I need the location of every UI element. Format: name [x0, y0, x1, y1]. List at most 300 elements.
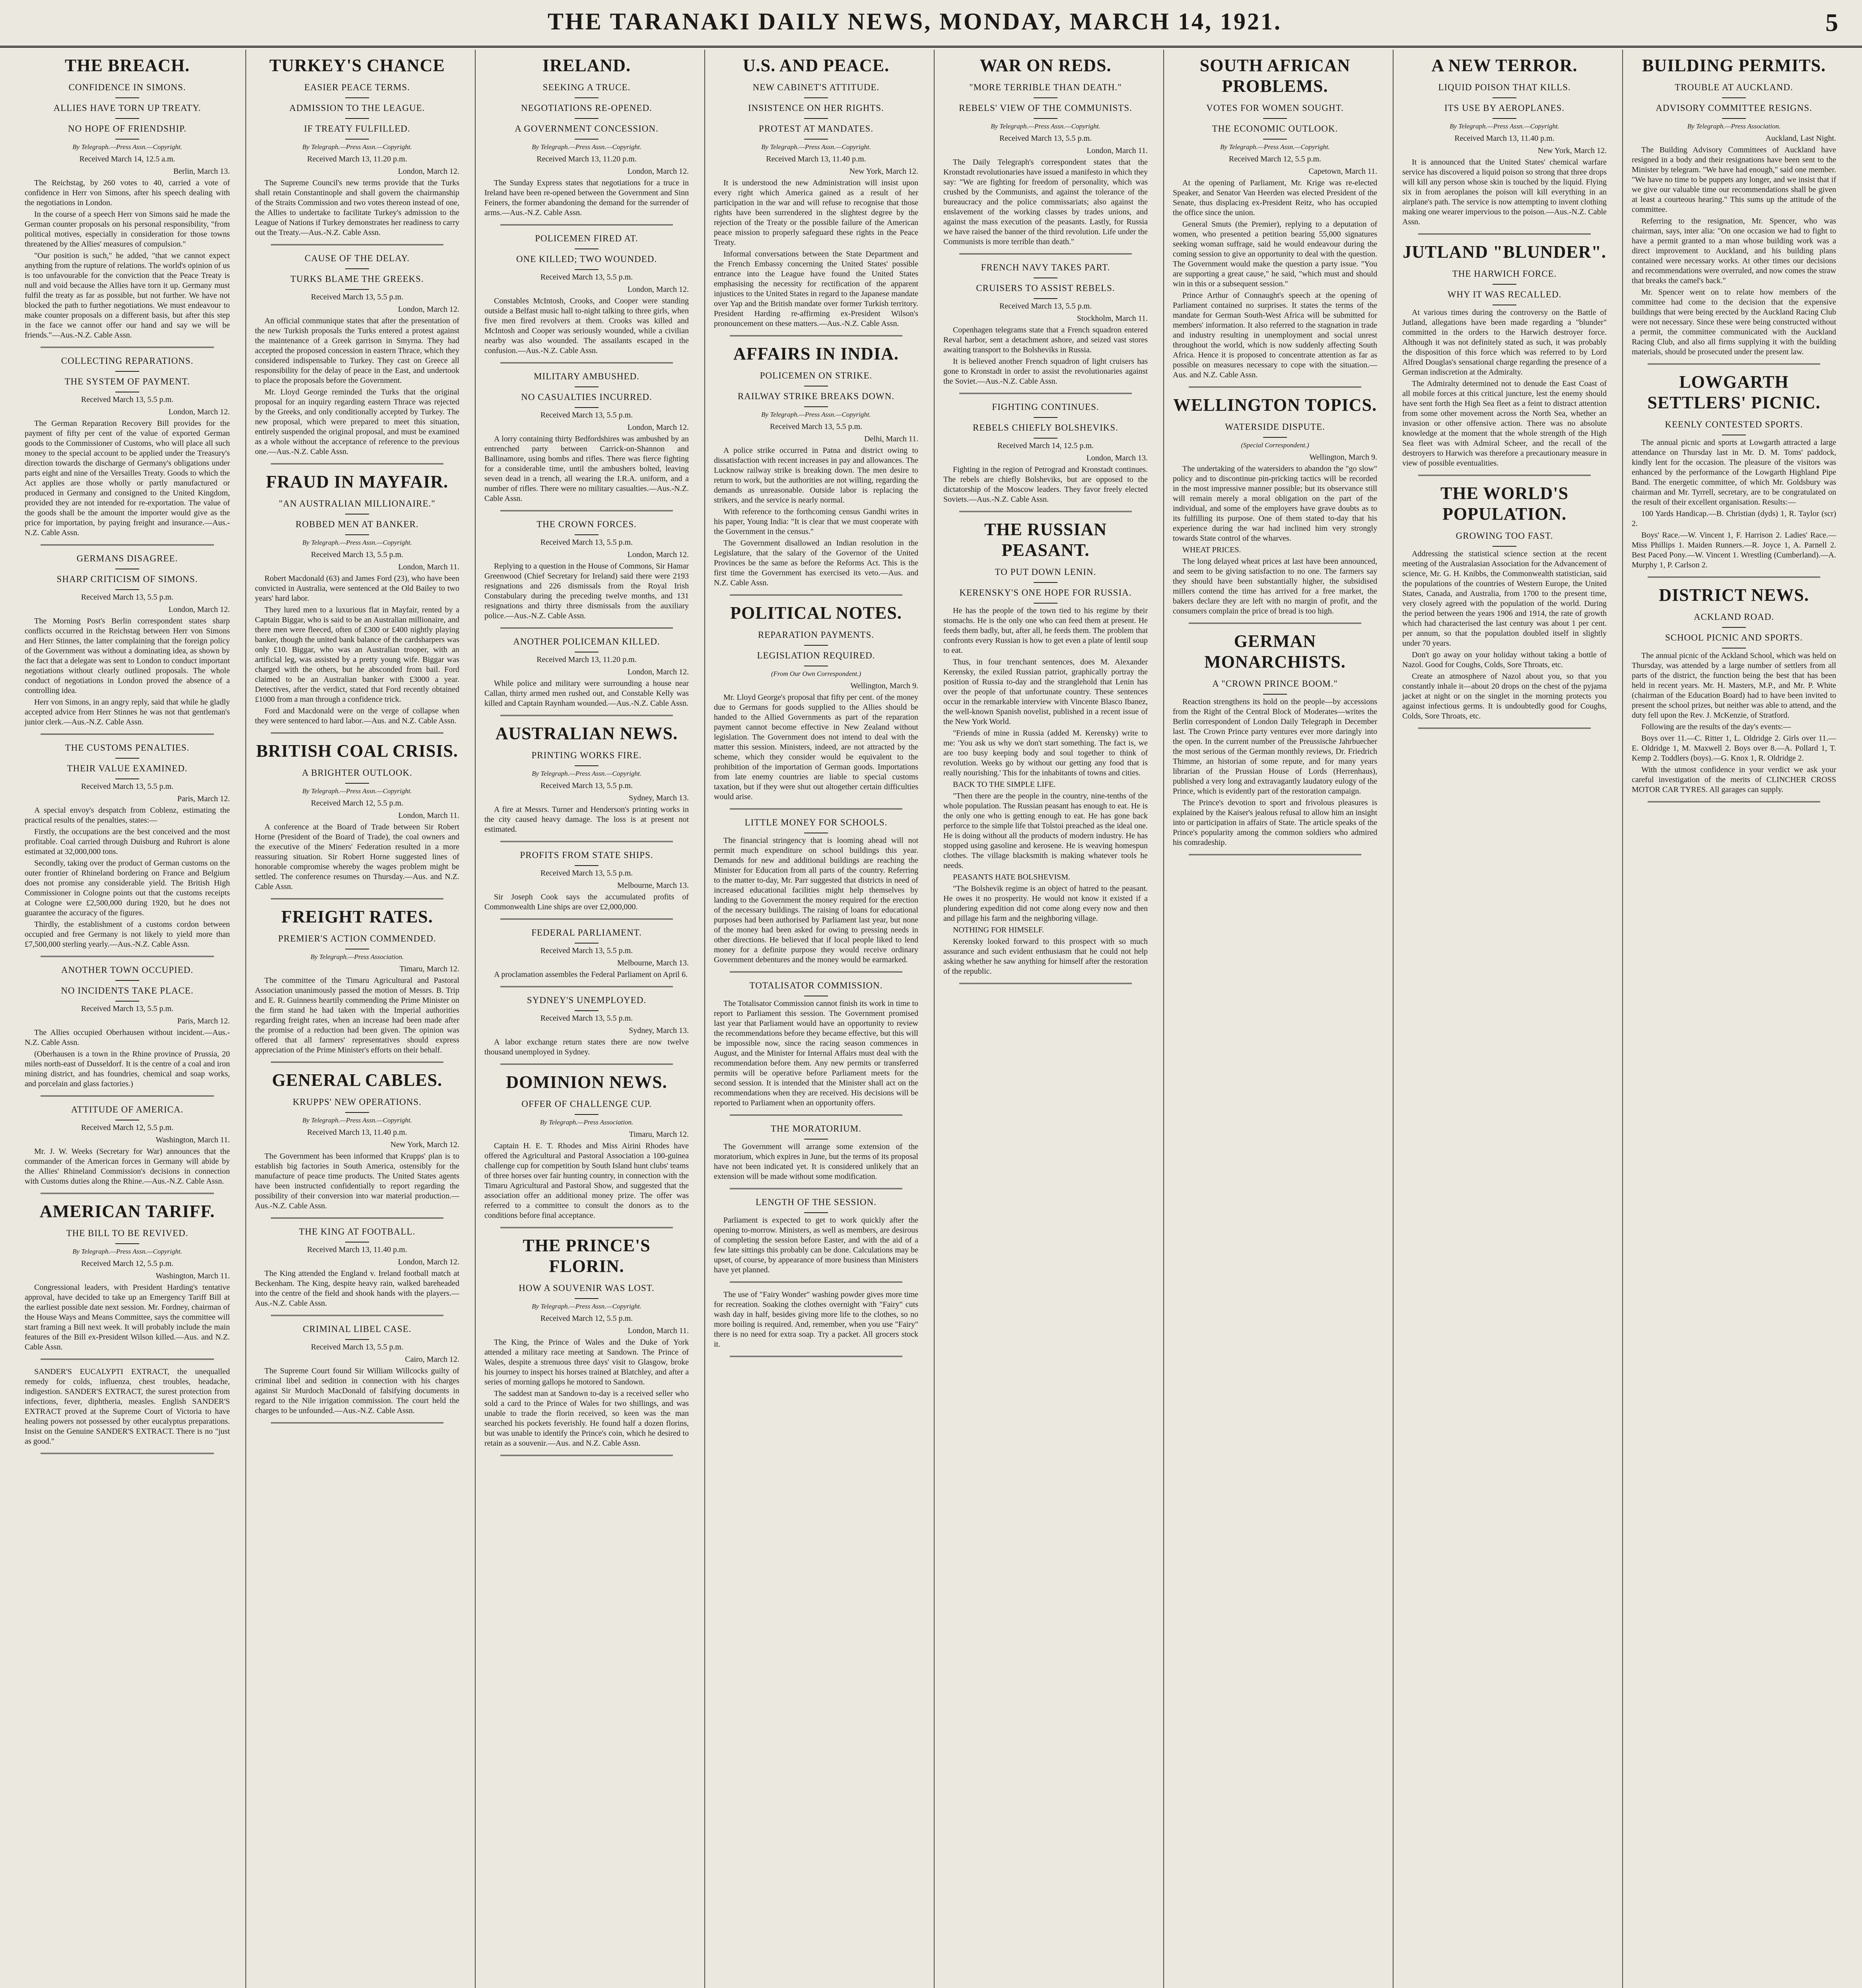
- divider-rule: [115, 1243, 139, 1244]
- article-end-rule: [271, 1217, 443, 1219]
- article-dateline: London, March 12.: [398, 1258, 459, 1266]
- article-subheading: PREMIER'S ACTION COMMENDED.: [278, 934, 436, 944]
- article-headline: POLITICAL NOTES.: [730, 603, 902, 623]
- article-end-rule: [271, 732, 443, 734]
- article: [255, 741, 459, 899]
- article-credit: By Telegraph.—Press Association.: [1687, 122, 1781, 130]
- column-5: [934, 50, 1156, 1988]
- divider-rule: [1034, 97, 1057, 98]
- divider-rule: [115, 589, 139, 590]
- article: [484, 927, 689, 987]
- article-subheading: SEEKING A TRUCE.: [542, 82, 631, 92]
- divider-rule: [115, 371, 139, 372]
- article-received: Received March 13, 11.40 p.m.: [1454, 134, 1555, 143]
- article: [1173, 395, 1377, 624]
- article-paragraph: Robert Macdonald (63) and James Ford (23), who have been convicted in Australia, were sentenced at the Old Bailey to two years' hard labor.: [255, 574, 459, 603]
- article-paragraph: Addressing the statistical science section at the recent meeting of the Australasian Association for the Advancement of science, Mr. G. H. Knibbs, the Commonwealth statistician, said the populations of the countries of Western Europe, the United States, Canada, and Australia, from 1700 to the present time, very closely agreed with the population of the world. During the period between the years 1906 and 1914, the rate of growth which had characterised the last century was about 1 per cent. per annum, so that the population doubled itself in slightly under 70 years.: [1402, 549, 1607, 648]
- article-subheading: CRUISERS TO ASSIST REBELS.: [976, 283, 1115, 293]
- article-paragraph: They lured men to a luxurious flat in Mayfair, rented by a Captain Biggar, who is said to be an Australian millionaire, and there men were fleeced, often of £300 or £400 nightly playing banker, though the united bank balance of the cardsharpers was only £10. Biggar, who was an Australian trooper, with an artificial leg, was assisted by a pretty young wife. Biggar was charged with the others, but he absconded from bail. Ford claimed to be an Australian banker with £3000 a year. Detectives, after the verdict, stated that Ford recently obtained £1000 from a man through a confidence trick.: [255, 606, 459, 704]
- divider-rule: [804, 1212, 828, 1213]
- article-subheading: MILITARY AMBUSHED.: [534, 371, 639, 381]
- article-received: Received March 14, 12.5 p.m.: [997, 441, 1094, 450]
- article-received: Received March 13, 5.5 p.m.: [540, 411, 633, 419]
- article-received: Received March 13, 5.5 p.m.: [540, 781, 633, 790]
- divider-rule: [575, 118, 599, 119]
- article-end-rule: [1189, 623, 1361, 624]
- article-received: Received March 13, 11.40 p.m.: [307, 1245, 407, 1254]
- article-subheading: NO HOPE OF FRIENDSHIP.: [68, 124, 187, 134]
- article-paragraph: PEASANTS HATE BOLSHEVISM.: [953, 873, 1071, 881]
- article-paragraph: A police strike occurred in Patna and district owing to dissatisfaction with recent increases in pay and allowances. The Lucknow railway strike is breaking down. The men desire to return to work, but the authorities are not willing, regarding the demands as unreasonable. Outside labor is replacing the strikers, and the service is nearly normal.: [714, 446, 918, 505]
- article-paragraph: The King, the Prince of Wales and the Duke of York attended a military race meeting at Sandown. The Prince of Wales, despite a strenuous three days' visit to Glasgow, broke his journey to inspect his horses trained at Blatchley, and after a series of morning gallops he motored to Sandown.: [484, 1338, 689, 1386]
- article-end-rule: [41, 1453, 214, 1454]
- article-headline: THE BREACH.: [64, 56, 190, 75]
- article: [714, 817, 918, 973]
- article-end-rule: [730, 1114, 902, 1116]
- article-headline: U.S. AND PEACE.: [742, 56, 890, 75]
- article-subheading: LIQUID POISON THAT KILLS.: [1438, 82, 1571, 92]
- article: [1632, 55, 1836, 365]
- article-received: Received March 13, 5.5 p.m.: [540, 1014, 633, 1023]
- article-subheading: TURKS BLAME THE GREEKS.: [290, 274, 424, 284]
- article-subheading: TO PUT DOWN LENIN.: [995, 567, 1096, 577]
- article-headline: BRITISH COAL CRISIS.: [256, 741, 458, 761]
- article-subheading: WHY IT WAS RECALLED.: [1447, 289, 1562, 299]
- divider-rule: [575, 248, 599, 249]
- article: [484, 55, 689, 225]
- article-dateline: London, March 12.: [398, 167, 459, 176]
- divider-rule: [575, 865, 599, 866]
- article-subheading: REBELS CHIEFLY BOLSHEVIKS.: [973, 423, 1118, 433]
- column-6: [1163, 50, 1386, 1988]
- article-end-rule: [1189, 386, 1361, 388]
- article: [943, 55, 1148, 254]
- article-subheading: GROWING TOO FAST.: [1456, 531, 1553, 541]
- article-dateline: New York, March 12.: [1537, 146, 1607, 155]
- article-dateline: Sydney, March 13.: [629, 794, 689, 802]
- article-paragraph: Boys over 11.—C. Ritter 1, L. Oldridge 2. Girls over 11.—E. Oldridge 1, M. Maxwell 2. Boys over 8.—A. Pollard 1, T. Kemp 2. Toddlers (boys).—G. Knox 1, R. Oldridge 2.: [1632, 734, 1836, 763]
- divider-rule: [804, 406, 828, 407]
- article: [484, 1235, 689, 1456]
- article-paragraph: Mr. J. W. Weeks (Secretary for War) announces that the commander of the American forces in Germany will abide by the Allies' Rhineland Commission's decisions in connection with Customs duties along the Rhine.—Aus.-N.Z. Cable Assn.: [25, 1147, 230, 1186]
- article-credit: By Telegraph.—Press Assn.—Copyright.: [761, 411, 871, 418]
- article-subheading: ADMISSION TO THE LEAGUE.: [289, 103, 425, 113]
- divider-rule: [1263, 139, 1287, 140]
- article-subheading: OFFER OF CHALLENGE CUP.: [521, 1099, 652, 1109]
- article: [714, 1290, 918, 1357]
- article-paragraph: The German Reparation Recovery Bill provides for the payment of fifty per cent of the value of exported German goods to the Commissioner of Customs, who will place all such money to the special account to be applied under the Treasury's direction towards the discharge of Germany's obligations under parts eight and nine of the Versailles Treaty. Goods to which the Act applies are those wholly or partly manufactured or produced in Germany and consigned to the United Kingdom, provided they are not intended for re-exportation. The value of the goods shall be the amount the importer would give as the price for importation, by paying freight and insurance.—Aus.-N.Z. Cable Assn.: [25, 419, 230, 537]
- article: [714, 1123, 918, 1189]
- article: [484, 849, 689, 920]
- article-dateline: Cairo, March 12.: [405, 1355, 459, 1364]
- article-subheading: TROUBLE AT AUCKLAND.: [1675, 82, 1793, 92]
- article-paragraph: The Sunday Express states that negotiations for a truce in Ireland have been re-opened between the Government and Sinn Feiners, the former abandoning the demand for the surrender of arms.—Aus.-N.Z. Cable Assn.: [484, 179, 689, 217]
- article-end-rule: [1418, 728, 1591, 729]
- article-headline: JUTLAND "BLUNDER".: [1403, 242, 1606, 262]
- article-paragraph: The Daily Telegraph's correspondent states that the Kronstadt revolutionaries have issued a manifesto in which they say: "We are fighting for freedom of personality, which was crushed by the Communists, and against the tolerance of the bureaucracy and the police commissariats; also against the enslavement of the working classes by trades unions, and against the mass execution of the peasants. Lastly, for Russia we have raised the banner of the third revolution. Life under the Communists is more terrible than death.": [943, 158, 1148, 246]
- article-dateline: Capetown, March 11.: [1308, 167, 1377, 176]
- article-end-rule: [500, 715, 673, 716]
- article-end-rule: [500, 1064, 673, 1065]
- article: [255, 55, 459, 245]
- article-paragraph: The undertaking of the watersiders to abandon the "go slow" policy and to discontinue pin-pricking tactics will be recorded in the most impressive manner possible; but its observance still will remain merely a moral obligation on the part of the individual, and some of the employers have grave doubts as to its fulfilling its purpose. One of them stated to-day that his experience during the war had inclined him very strongly towards State control of the wharves.: [1173, 464, 1377, 543]
- article-paragraph: At various times during the controversy on the Battle of Jutland, allegations have been made regarding a "blunder" committed in the orders to the Harwich destroyer force. Although it was not definitely stated as such, it was probably the disposition of this force which was referred to by Lord Alfred Douglas's sensational charge regarding the presence of a German indiscretion at the Admiralty.: [1402, 308, 1607, 377]
- article-dateline: London, March 11.: [628, 1326, 689, 1335]
- article-headline: THE PRINCE'S FLORIN.: [523, 1236, 651, 1276]
- article-headline: WAR ON REDS.: [980, 56, 1112, 75]
- article: [484, 723, 689, 842]
- article-paragraph: In the course of a speech Herr von Simons said he made the German counter proposals on his personal responsibility, "from political motives, especially in consideration for those towns threatened by the Allies' measures of compulsion.": [25, 210, 230, 248]
- article-paragraph: Ford and Macdonald were on the verge of collapse when they were sentenced to hard labor.—Aus. and N.Z. Cable Assn.: [255, 707, 459, 725]
- article-dateline: London, March 12.: [398, 305, 459, 314]
- article-credit: By Telegraph.—Press Assn.—Copyright.: [1220, 143, 1330, 151]
- article-received: Received March 13, 5.5 p.m.: [311, 550, 404, 559]
- article-end-rule: [500, 841, 673, 842]
- divider-rule: [345, 783, 369, 784]
- article-subheading: ATTITUDE OF AMERICA.: [71, 1105, 184, 1114]
- article-paragraph: Informal conversations between the State Department and the French Embassy concerning the United States' possible entrance into the League have found the United States emphasising the necessity for rectification of the apparent injustices to the United States in regard to the Japanese mandate over Yap and the British mandate over former Turkish territory. President Harding re-affirming ex-President Wilson's pronouncement on these matters.—Aus.-N.Z. Cable Assn.: [714, 250, 918, 328]
- article-received: Received March 13, 5.5 p.m.: [999, 134, 1092, 143]
- article-paragraph: Prince Arthur of Connaught's speech at the opening of Parliament contained no surprises. It states the terms of the mandate for German South-West Africa will be submitted for members' information. It also referred to the stagnation in trade and industry resulting in unemployment and social unrest throughout the world, which is now suddenly affecting South Africa. Hence it is proposed to concentrate attention as far as possible on measures necessary to cope with the situation.—Aus. and N.Z. Cable Assn.: [1173, 291, 1377, 379]
- divider-rule: [575, 1298, 599, 1299]
- article-dateline: London, March 12.: [627, 668, 689, 676]
- article-dateline: London, March 12.: [168, 408, 230, 416]
- article: [484, 1072, 689, 1228]
- article-paragraph: Captain H. E. T. Rhodes and Miss Airini Rhodes have offered the Agricultural and Pastoral Association a 100-guinea challenge cup for competition by South Island hunt clubs' teams of three horses over fair hunting country, in connection with the Timaru Agricultural and Pastoral Show, and suggested that the association offer an additional money prize. The offer was referred to a committee to consult the donors as to the conditions before final acceptance.: [484, 1142, 689, 1220]
- article-dateline: Washington, March 11.: [155, 1272, 230, 1280]
- article-end-rule: [271, 463, 443, 464]
- article-headline: AFFAIRS IN INDIA.: [733, 344, 899, 363]
- article-dateline: London, March 12.: [627, 167, 689, 176]
- article-end-rule: [959, 511, 1132, 512]
- article-paragraph: Constables McIntosh, Crooks, and Cooper were standing outside a Belfast music hall to-night talking to three girls, when five men fired revolvers at them. Crooks was killed and McIntosh and Cooper was seriously wounded, while a civilian nearby was also wounded. The assailants escaped in the confusion.—Aus.-N.Z. Cable Assn.: [484, 297, 689, 355]
- article: [1632, 585, 1836, 802]
- article-received: Received March 13, 5.5 p.m.: [540, 946, 633, 955]
- article-paragraph: Firstly, the occupations are the best conceived and the most profitable. Coal carried through Duisburg and Ruhrort is alone estimated at 32,000,000 tons.: [25, 827, 230, 856]
- article-subheading: ADVISORY COMMITTEE RESIGNS.: [1656, 103, 1812, 113]
- article: [714, 55, 918, 336]
- article-subheading: A GOVERNMENT CONCESSION.: [515, 124, 659, 134]
- article-paragraph: The long delayed wheat prices at last have been announced, and seem to be giving satisfaction to no one. The farmers say they should have been substantially higher, the subsidised millers contend the time has arrived for a free market, the bakers declare they are left with no margin of profit, and the consumers complain the price of bread is too high.: [1173, 557, 1377, 615]
- article-headline: THE WORLD'S POPULATION.: [1440, 483, 1569, 524]
- divider-rule: [1493, 546, 1516, 547]
- article-subheading: NO CASUALTIES INCURRED.: [521, 392, 652, 402]
- article-headline: TURKEY'S CHANCE: [269, 56, 445, 75]
- article-subheading: THE KING AT FOOTBALL.: [299, 1227, 416, 1237]
- article-end-rule: [730, 335, 902, 336]
- divider-rule: [345, 97, 369, 98]
- article-paragraph: Following are the results of the day's events:—: [1641, 722, 1791, 731]
- divider-rule: [1034, 582, 1057, 583]
- divider-rule: [575, 1010, 599, 1011]
- article-dateline: Auckland, Last Night.: [1765, 134, 1836, 143]
- article: [714, 344, 918, 596]
- divider-rule: [575, 534, 599, 535]
- article-end-rule: [1189, 854, 1361, 855]
- article-subheading: "AN AUSTRALIAN MILLIONAIRE.": [279, 499, 435, 509]
- article-paragraph: The King attended the England v. Ireland football match at Beckenham. The King, despite heavy rain, walked bareheaded into the centre of the field and shook hands with the players.—Aus.-N.Z. Cable Assn.: [255, 1269, 459, 1308]
- article-subheading: PRINTING WORKS FIRE.: [531, 750, 642, 760]
- article-subheading: ACKLAND ROAD.: [1693, 612, 1775, 622]
- article-credit: By Telegraph.—Press Assn.—Copyright.: [302, 539, 412, 546]
- article-dateline: London, March 12.: [627, 285, 689, 294]
- article-end-rule: [271, 1062, 443, 1063]
- article-received: Received March 13, 5.5 p.m.: [540, 538, 633, 547]
- article-paragraph: A lorry containing thirty Bedfordshires was ambushed by an entrenched party between Carrick-on-Shannon and Ballinamore, using bombs and rifles. There was fierce fighting for a considerable time, until the ambushers bolted, leaving seven dead in a trench, all wearing the I.R.A. uniform, and a number of rifles. There were no military casualties.—Aus.-N.Z. Cable Assn.: [484, 435, 689, 503]
- article-dateline: Wellington, March 9.: [1309, 453, 1377, 462]
- article-received: Received March 12, 5.5 p.m.: [1228, 155, 1322, 163]
- article-paragraph: Sir Joseph Cook says the accumulated profits of Commonwealth Line ships are over £2,000,000.: [484, 893, 689, 911]
- article-credit: By Telegraph.—Press Association.: [310, 953, 404, 961]
- article-end-rule: [500, 918, 673, 920]
- article-paragraph: Mr. Lloyd George's proposal that fifty per cent. of the money due to Germans for goods supplied to the Allies should be handed to the Allied Governments as part of the reparation payment cannot become effective in New Zealand without legislation. The Government does not intend to deal with the matter this session. Ministers, indeed, are not attracted by the scheme, which they consider would be equivalent to the prohibition of the importation of German goods. Importations from late enemy countries are liable to special customs taxation, but if they were shut out altogether certain difficulties would arise.: [714, 693, 918, 801]
- article-paragraph: Thus, in four trenchant sentences, does M. Alexander Kerensky, the exiled Russian patriot, graphically portray the position of Russia to-day and the stranglehold that Lenin has over the people of that unfortunate country. These sentences occur in the remarkable interview with Vincente Blasco Ibanez, the well-known Spanish novelist, published in a recent issue of the New York World.: [943, 658, 1148, 726]
- article-credit: (Special Correspondent.): [1241, 441, 1309, 449]
- article-credit: By Telegraph.—Press Assn.—Copyright.: [532, 770, 641, 777]
- article-headline: DISTRICT NEWS.: [1659, 585, 1809, 605]
- article-subheading: LENGTH OF THE SESSION.: [756, 1197, 877, 1207]
- divider-rule: [115, 139, 139, 140]
- article: [484, 994, 689, 1065]
- divider-rule: [1034, 118, 1057, 119]
- article-received: Received March 13, 5.5 p.m.: [540, 869, 633, 878]
- article-paragraph: The Morning Post's Berlin correspondent states sharp conflicts occurred in the Reichstag between Herr von Simons and Herr Stinnes, the latter complaining that the foreign policy of the Government was without a dominating idea, as shown by the fact that a delegate was sent to London to conduct important negotiations without clearly outlined proposals. The whole conduct of negotiations in London proved the absence of a controlling idea.: [25, 617, 230, 695]
- page-number: 5: [1825, 8, 1838, 37]
- article-subheading: A "CROWN PRINCE BOOM.": [1212, 679, 1338, 689]
- article-received: Received March 13, 11.20 p.m.: [536, 155, 637, 163]
- article-paragraph: A fire at Messrs. Turner and Henderson's printing works in the city caused heavy damage. The loss is at present not estimated.: [484, 805, 689, 834]
- article-end-rule: [41, 347, 214, 348]
- article-headline: SOUTH AFRICAN PROBLEMS.: [1199, 56, 1351, 96]
- article-end-rule: [41, 544, 214, 546]
- article: [484, 636, 689, 716]
- article-dateline: New York, March 12.: [390, 1140, 459, 1149]
- article-received: Received March 13, 11.20 p.m.: [536, 655, 637, 664]
- article-received: Received March 12, 5.5 p.m.: [81, 1259, 174, 1268]
- article-subheading: NEGOTIATIONS RE-OPENED.: [521, 103, 652, 113]
- article-paragraph: WHEAT PRICES.: [1182, 546, 1241, 554]
- article-paragraph: The committee of the Timaru Agricultural and Pastoral Association unanimously passed the motion of Messrs. B. Trip and E. R. Guinness heartily commending the Prime Minister on the firm stand he had taken with the Imperial authorities regarding freight rates, when an increase had been made after the promise of a reduction had been given. The opinion was offered that all farmers' representatives should express appreciation of the Prime Minister's efforts on their behalf.: [255, 976, 459, 1054]
- article-end-rule: [500, 1227, 673, 1228]
- article-paragraph: With reference to the forthcoming census Gandhi writes in his paper, Young India: "It is clear that we must cooperate with the Government in the census.": [714, 507, 918, 536]
- article: [1173, 631, 1377, 855]
- divider-rule: [1722, 97, 1746, 98]
- article-subheading: THE SYSTEM OF PAYMENT.: [64, 377, 190, 386]
- article-dateline: New York, March 12.: [849, 167, 918, 176]
- article-paragraph: (Oberhausen is a town in the Rhine province of Prussia, 20 miles north-east of Dusseldorf. It is the centre of a coal and iron mining district, and has foundries, chemical and soap works, and porcelain and glass factories.): [25, 1050, 230, 1088]
- article-dateline: London, March 12.: [168, 605, 230, 614]
- article-dateline: London, March 11.: [1086, 146, 1148, 155]
- article-headline: GENERAL CABLES.: [272, 1070, 443, 1090]
- article-paragraph: The use of "Fairy Wonder" washing powder gives more time for recreation. Soaking the clothes overnight with "Fairy" cuts wash day in half, besides giving more life to the clothes, so no more boiling is required. And, remember, when you use "Fairy" there is no need for extra soap. Try a packet. All grocers stock it.: [714, 1290, 918, 1349]
- article-dateline: Sydney, March 13.: [629, 1026, 689, 1035]
- divider-rule: [1722, 627, 1746, 628]
- article-end-rule: [1648, 577, 1820, 578]
- article-subheading: "MORE TERRIBLE THAN DEATH.": [969, 82, 1122, 92]
- column-7: [1393, 50, 1615, 1988]
- article-received: Received March 14, 12.5 a.m.: [79, 155, 175, 163]
- article-paragraph: The financial stringency that is looming ahead will not permit much expenditure on school buildings this year. Demands for new and additional buildings are reaching the Minister for Education from all parts of the country. Referring to the matter to-day, Mr. Parr suggested that districts in need of increased educational facilities might help themselves by landing to the Government the money required for the erection of the necessary buildings. The raising of loans for educational purposes had been authorised by Parliament last year, but none of the money had been asked for owing to pressing needs in other directions. He believed that if local people liked to lend money for a definite purpose they would receive ordinary Government debentures and the money would be earmarked.: [714, 836, 918, 964]
- article: [255, 1070, 459, 1219]
- article-subheading: REPARATION PAYMENTS.: [758, 630, 875, 640]
- divider-rule: [575, 386, 599, 387]
- article-dateline: Stockholm, March 11.: [1077, 314, 1148, 323]
- article-paragraph: The Government will arrange some extension of the moratorium, which expires in June, but the terms of its proposal have not been indicated yet. It is considered unlikely that an extension will be made without some modification.: [714, 1142, 918, 1181]
- article-headline: THE RUSSIAN PEASANT.: [984, 520, 1107, 560]
- article-paragraph: A labor exchange return states there are now twelve thousand unemployed in Sydney.: [484, 1038, 689, 1056]
- article-paragraph: Referring to the resignation, Mr. Spencer, who was chairman, says, inter alia: "On one occasion we had to fight to have a permit granted to a man whose building work was a direct improvement to Auckland, and his building plans contained were necessary works. At other times our decisions and recommendations were overruled, and now comes the straw that breaks the camel's back.": [1632, 217, 1836, 285]
- article-received: Received March 12, 5.5 p.m.: [81, 1123, 174, 1132]
- article: [255, 252, 459, 464]
- divider-rule: [575, 139, 599, 140]
- article-subheading: KRUPPS' NEW OPERATIONS.: [293, 1097, 422, 1107]
- article-paragraph: A special envoy's despatch from Coblenz, estimating the practical results of the penalties, states:—: [25, 806, 230, 825]
- article: [25, 1367, 230, 1454]
- article: [25, 964, 230, 1097]
- article-subheading: NO INCIDENTS TAKE PLACE.: [61, 986, 194, 996]
- divider-rule: [345, 1339, 369, 1340]
- article-paragraph: The Prince's devotion to sport and frivolous pleasures is explained by the Kaiser's jealous refusal to allow him an insight into or participation in affairs of State. The article speaks of the Prince's popularity among the common soldiers who admired his comradeship.: [1173, 798, 1377, 847]
- article-paragraph: He has the people of the town tied to his regime by their stomachs. He is the only one who can feed them at present. He feeds them badly, but, after all, he feeds them. The problem that confronts every Russian is how to get even a plate of lentil soup to eat.: [943, 606, 1148, 655]
- article-paragraph: The Government has been informed that Krupps' plan is to establish big factories in South America, ostensibly for the manufacture of peace time products. The United States agents have been instructed confidentially to report regarding the possibility of their conversion into war material production.—Aus.-N.Z. Cable Assn.: [255, 1152, 459, 1210]
- article-paragraph: Create an atmosphere of Nazol about you, so that you constantly inhale it—about 20 drops on the chest of the pyjama jacket at night or on the singlet in the morning protects you against infectious germs. It is undoubtedly good for Coughs, Colds, Sore Throats, etc.: [1402, 672, 1607, 720]
- article-subheading: PROTEST AT MANDATES.: [758, 124, 874, 134]
- article-dateline: London, March 11.: [398, 563, 459, 571]
- article-subheading: SHARP CRITICISM OF SIMONS.: [56, 574, 198, 584]
- article-subheading: SCHOOL PICNIC AND SPORTS.: [1665, 633, 1803, 643]
- article-headline: WELLINGTON TOPICS.: [1173, 395, 1377, 415]
- article-subheading: TOTALISATOR COMMISSION.: [749, 980, 883, 990]
- article-credit: By Telegraph.—Press Assn.—Copyright.: [72, 143, 182, 151]
- article-subheading: THE ECONOMIC OUTLOOK.: [1212, 124, 1338, 134]
- masthead: [0, 0, 1862, 48]
- article-subheading: THE HARWICH FORCE.: [1452, 269, 1557, 279]
- article-end-rule: [730, 971, 902, 973]
- article-paragraph: The Supreme Council's new terms provide that the Turks shall retain Constantinople and shall govern the chairmanship of the Straits Commission and two votes thereon instead of one, the Allies to undertake to facilitate Turkey's admission to the League of Nations if Turkey demonstrates her readiness to carry out the Treaty.—Aus.-N.Z. Cable Assn.: [255, 179, 459, 237]
- article-dateline: London, March 12.: [627, 550, 689, 559]
- article-end-rule: [1418, 475, 1591, 476]
- article-headline: IRELAND.: [542, 56, 631, 75]
- divider-rule: [1034, 603, 1057, 604]
- divider-rule: [345, 139, 369, 140]
- article-dateline: Timaru, March 12.: [629, 1130, 689, 1139]
- article-paragraph: Kerensky looked forward to this prospect with so much assurance and such evident enthusiasm that he could not help asking whether he saw anything for himself after the restoration of the republic.: [943, 937, 1148, 976]
- article: [484, 233, 689, 363]
- article-dateline: Timaru, March 12.: [399, 965, 459, 973]
- article-subheading: REBELS' VIEW OF THE COMMUNISTS.: [959, 103, 1132, 113]
- article-paragraph: It is understood the new Administration will insist upon every right which America gained as a result of her participation in the war and will refuse to recognise that those rights have been surrendered in the slightest degree by the rejection of the Treaty or the possible failure of the American peace mission to properly safeguard these rights in the Peace Treaty.: [714, 179, 918, 247]
- article-received: Received March 13, 11.20 p.m.: [307, 155, 407, 163]
- divider-rule: [575, 269, 599, 270]
- article-credit: By Telegraph.—Press Assn.—Copyright.: [302, 143, 412, 151]
- article-subheading: KERENSKY'S ONE HOPE FOR RUSSIA.: [959, 588, 1132, 598]
- article-subheading: COLLECTING REPARATIONS.: [61, 356, 194, 366]
- article-dateline: London, March 11.: [398, 811, 459, 820]
- article-subheading: PROFITS FROM STATE SHIPS.: [520, 850, 653, 860]
- article-paragraph: Fighting in the region of Petrograd and Kronstadt continues. The rebels are chiefly Bolsheviks, but are opposed to the dictatorship of the Moscow leaders. They favor freely elected Soviets.—Aus.-N.Z. Cable Assn.: [943, 465, 1148, 504]
- divider-rule: [1493, 97, 1516, 98]
- divider-rule: [1493, 284, 1516, 285]
- article-credit: By Telegraph.—Press Assn.—Copyright.: [302, 1116, 412, 1124]
- article-end-rule: [730, 1281, 902, 1283]
- column-8: [1622, 50, 1845, 1988]
- article: [25, 1201, 230, 1360]
- article-paragraph: The Building Advisory Committees of Auckland have resigned in a body and their resignations have been sent to the Minister by telegram. "We have had enough," said one member. "We have no time to be puppets any longer, and we insist that if we give our valuable time our recommendations shall be given at least a courteous hearing." This sums up the attitude of the committee.: [1632, 146, 1836, 214]
- article-end-rule: [41, 1095, 214, 1097]
- column-2: [245, 50, 468, 1988]
- article-dateline: Delhi, March 11.: [864, 435, 918, 443]
- article-paragraph: It is believed another French squadron of light cruisers has gone to Kronstadt in order to assist the revolutionaries against the Soviet.—Aus.-N.Z. Cable Assn.: [943, 357, 1148, 386]
- article-paragraph: Herr von Simons, in an angry reply, said that while he gladly accepted advice from Herr Stinnes he was not that gentleman's junior clerk.—Aus.-N.Z. Cable Assn.: [25, 698, 230, 726]
- article-headline: BUILDING PERMITS.: [1642, 56, 1826, 75]
- article: [943, 519, 1148, 984]
- article-received: Received March 13, 11.40 p.m.: [307, 1128, 407, 1137]
- article-paragraph: Congressional leaders, with President Harding's tentative approval, have decided to take up an Emergency Tariff Bill at the earliest possible date next session. Mr. Fordney, chairman of the House Ways and Means Committee, says the committee will start framing a Bill next week. It will probably include the main features of the Bill ex-President Wilson killed.—Aus. and N.Z. Cable Assn.: [25, 1283, 230, 1351]
- article-credit: By Telegraph.—Press Assn.—Copyright.: [302, 787, 412, 795]
- article: [714, 1196, 918, 1283]
- article-credit: (From Our Own Correspondent.): [771, 670, 861, 678]
- article-subheading: ONE KILLED; TWO WOUNDED.: [516, 254, 657, 264]
- article-subheading: A BRIGHTER OUTLOOK.: [302, 768, 412, 778]
- article-subheading: NEW CABINET'S ATTITUDE.: [752, 82, 880, 92]
- article-headline: GERMAN MONARCHISTS.: [1204, 631, 1346, 672]
- article-end-rule: [730, 808, 902, 810]
- divider-rule: [575, 407, 599, 408]
- article-credit: By Telegraph.—Press Assn.—Copyright.: [532, 1303, 641, 1310]
- article: [25, 553, 230, 735]
- article-subheading: LITTLE MONEY FOR SCHOOLS.: [744, 817, 888, 827]
- article-headline: AUSTRALIAN NEWS.: [495, 724, 678, 743]
- article-received: Received March 13, 5.5 p.m.: [81, 782, 174, 791]
- article-end-rule: [1648, 801, 1820, 802]
- column-1: [16, 50, 239, 1988]
- article-received: Received March 13, 5.5 p.m.: [999, 302, 1092, 311]
- divider-rule: [575, 765, 599, 766]
- article-end-rule: [41, 1193, 214, 1194]
- divider-rule: [115, 118, 139, 119]
- article-subheading: FIGHTING CONTINUES.: [992, 402, 1099, 412]
- article-paragraph: "The Bolshevik regime is an object of hatred to the peasant. He owes it no prosperity. He would not know it existed if a plundering expedition did not come along every now and then and pillage his farm and the neighboring village.: [943, 884, 1148, 923]
- divider-rule: [804, 118, 828, 119]
- article-end-rule: [271, 1422, 443, 1423]
- article-credit: By Telegraph.—Press Association.: [540, 1118, 634, 1126]
- article-paragraph: NOTHING FOR HIMSELF.: [953, 926, 1044, 934]
- article-credit: By Telegraph.—Press Assn.—Copyright.: [72, 1248, 182, 1255]
- article-paragraph: Thirdly, the establishment of a customs cordon between occupied and free Germany is not likely to yield more than £7,500,000 sterling yearly.—Aus.-N.Z. Cable Assn.: [25, 920, 230, 949]
- article: [1402, 55, 1607, 235]
- article: [1173, 55, 1377, 388]
- article-paragraph: Don't go away on your holiday without taking a bottle of Nazol. Good for Coughs, Colds, Sore Throats, etc.: [1402, 650, 1607, 669]
- article-end-rule: [730, 1188, 902, 1189]
- article-dateline: Wellington, March 9.: [850, 681, 918, 690]
- article-subheading: RAILWAY STRIKE BREAKS DOWN.: [737, 391, 895, 401]
- article-subheading: CONFIDENCE IN SIMONS.: [68, 82, 186, 92]
- divider-rule: [575, 1114, 599, 1115]
- article-dateline: Washington, March 11.: [155, 1136, 230, 1144]
- article-end-rule: [500, 362, 673, 363]
- article-end-rule: [271, 1315, 443, 1316]
- article: [25, 742, 230, 957]
- article-paragraph: The Reichstag, by 260 votes to 40, carried a vote of confidence in Herr von Simons, after his speech dealing with the negotiations in London.: [25, 179, 230, 207]
- article: [714, 980, 918, 1116]
- article-paragraph: "Friends of mine in Russia (added M. Kerensky) write to me: 'You ask us why we don't start something. The fact is, we are too busy keeping body and soul together to think of revolution. Weeks go by without our getting any food that is really nourishing.' This for the inhabitants of towns and cities.: [943, 729, 1148, 777]
- article-subheading: POLICEMEN ON STRIKE.: [760, 371, 873, 381]
- article-paragraph: With the utmost confidence in your verdict we ask your careful investigation of the merits of CLINCHER CROSS MOTOR CAR TYRES. All garages can supply.: [1632, 765, 1836, 794]
- divider-rule: [575, 943, 599, 944]
- divider-rule: [1722, 118, 1746, 119]
- article-subheading: IF TREATY FULFILLED.: [304, 124, 410, 134]
- article-paragraph: A proclamation assembles the Federal Parliament on April 6.: [494, 970, 688, 979]
